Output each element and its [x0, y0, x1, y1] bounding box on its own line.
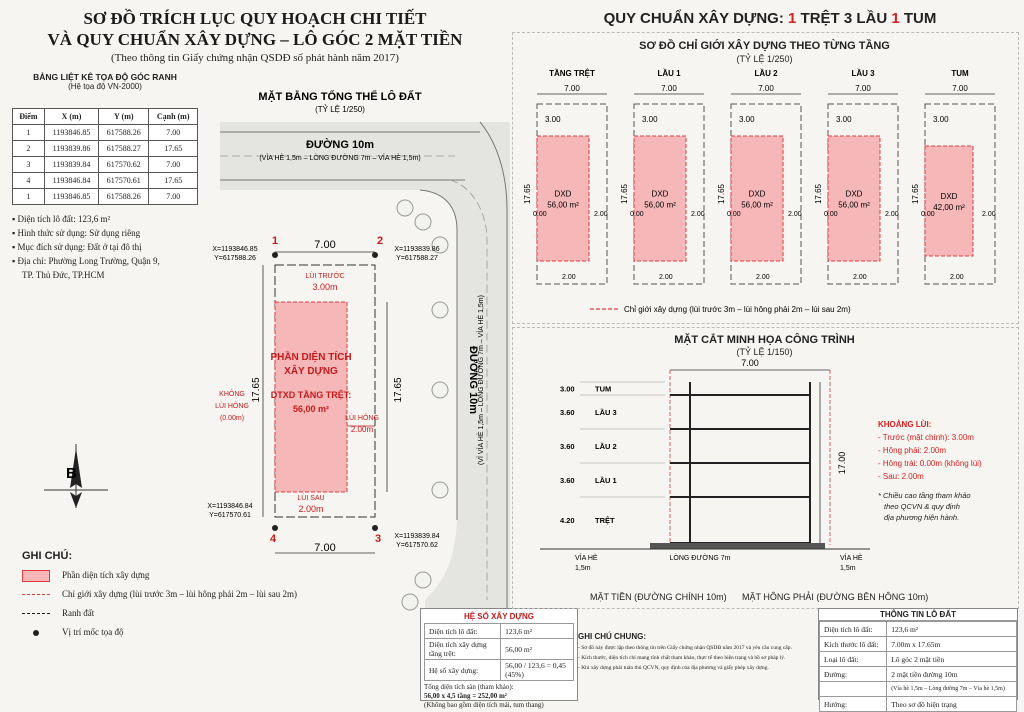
coord-header: X (m) [44, 109, 98, 125]
lot-info-list: ▪ Diện tích lô đất: 123,6 m² ▪ Hình thức sử dụng: Sử dụng riêng ▪ Mục đích sử dụng: Đất ở tại đô thị ▪ Địa chỉ: Phường Long Trường, Quận 9, TP. Thủ Đức, TP.HCM [12, 214, 160, 280]
coord-3-y: Y=617570.62 [396, 542, 438, 549]
no-setback-2: LÙI HÔNG [215, 403, 249, 410]
lot-area: Diện tích lô đất: 123,6 m² [17, 214, 111, 224]
coord-table-title: BẢNG LIỆT KÊ TỌA ĐỘ GÓC RANH [33, 72, 177, 82]
legend-setback-line [22, 594, 50, 595]
lot-address-2: TP. Thủ Đức, TP.HCM [22, 270, 105, 280]
legend [22, 550, 297, 642]
main-title-line2: VÀ QUY CHUẨN XÂY DỰNG – LÔ GÓC 2 MẶT TIỀN [47, 30, 463, 49]
level-name: TRỆT [595, 516, 615, 525]
depth-left: 17.65 [251, 377, 262, 403]
floor-label: DXD [651, 189, 669, 199]
legend-fill-swatch [22, 570, 50, 582]
lot-address: Địa chỉ: Phường Long Trường, Quận 9, [17, 256, 160, 266]
floor-name: LẦU 2 [754, 69, 778, 78]
floor-name: LẦU 1 [657, 69, 681, 78]
floor-area: 56,00 m² [838, 200, 870, 210]
floor-left-setback: 0.00 [824, 211, 838, 218]
coord-1-x: X=1193846.85 [212, 246, 258, 253]
coord-table-subtitle: (Hệ tọa độ VN-2000) [68, 82, 142, 91]
legend-item: Vị trí mốc tọa độ [62, 627, 124, 637]
lot-table: THÔNG TIN LÔ ĐẤT Diện tích lô đất: 123,6 m² Kích thước lô đất: 7.00m x 17.65m Loại lô đất: Lô góc 2 mặt tiền Đường: 2 mặt tiền đường 10m (Vỉa hè 1,5m – Lòng đường 7m – Vỉa hè 1,5m) Hướng: Theo sơ đồ hiện trạng [818, 608, 1018, 700]
build-area-dtxd: DTXD TẦNG TRỆT: [270, 390, 352, 400]
build-area-title-2: XÂY DỰNG [284, 366, 338, 377]
floors-title: SƠ ĐỒ CHỈ GIỚI XÂY DỰNG THEO TỪNG TẦNG [639, 40, 890, 52]
build-area-value: 56,00 m² [292, 404, 330, 414]
floor-depth: 17.65 [911, 183, 920, 205]
floor-right-setback: 2.00 [594, 211, 608, 218]
height-note: * Chiều cao tầng tham khảo theo QCVN & quy định địa phương hiện hành. [878, 491, 971, 522]
no-setback-1: KHÔNG [219, 391, 245, 398]
floor-name: TUM [951, 69, 969, 78]
point-3: 3 [374, 533, 382, 545]
width-bottom: 7.00 [314, 542, 336, 554]
floor-depth: 17.65 [717, 183, 726, 205]
legend-item: Phần diện tích xây dựng [62, 570, 150, 580]
floor-label: DXD [554, 189, 572, 199]
floor-label: DXD [748, 189, 766, 199]
coord-header: Điểm [13, 109, 45, 125]
floor-name: TẦNG TRỆT [549, 69, 595, 78]
coord-1-y: Y=617588.26 [214, 255, 256, 262]
table-row: 1 1193846.85 617588.26 7.00 [13, 189, 198, 205]
floor-left-setback: 0.00 [630, 211, 644, 218]
section-side-label: MẶT HÔNG PHẢI (ĐƯỜNG BÊN HÔNG 10m) [742, 592, 929, 602]
ratio-box: HỆ SỐ XÂY DỰNG Diện tích lô đất: 123,6 m² Diện tích xây dựng tầng trệt: 56,00 m² Hệ số xây dựng: 56,00 / 123,6 = 0,45 (45%) Tổng diện tích sàn (tham khảo): 56,00 x 4,5 tầng = 252,00 m² (Không bao gồm diện tích mái, tum thang) [420, 608, 578, 701]
point-1: 1 [271, 235, 279, 247]
point-2: 2 [376, 235, 384, 247]
table-row: 1 1193846.85 617588.26 7.00 [13, 125, 198, 141]
depth-right: 17.65 [393, 377, 404, 403]
section-front-label: MẶT TIỀN (ĐƯỜNG CHÍNH 10m) [590, 592, 727, 602]
floor-right-setback: 2.00 [691, 211, 705, 218]
coord-header: Cạnh (m) [149, 109, 198, 125]
floor-build-area [634, 136, 686, 261]
table-row: 3 1193839.84 617570.62 7.00 [13, 157, 198, 173]
road-right-label: ĐƯỜNG 10m [467, 345, 479, 415]
section-height: 17.00 [837, 451, 847, 475]
level-name: TUM [595, 384, 612, 394]
table-row: 2 1193839.86 617588.27 17.65 [13, 141, 198, 157]
legend-boundary-line [22, 613, 50, 614]
floor-build-area [828, 136, 880, 261]
road-right-sublabel: (VỈ VỈA HÈ 1,5m – LÒNG ĐƯỜNG 7m – VỈA HÈ 1,5m) [478, 295, 485, 465]
floor-front-setback: 3.00 [933, 115, 949, 124]
floor-build-area [731, 136, 783, 261]
floor-left-setback: 0.00 [921, 211, 935, 218]
floor-width: 7.00 [855, 84, 871, 93]
setback-notes: KHOẢNG LÙI: - Trước (mặt chính): 3.00m - Hông phải: 2.00m - Hông trái: 0.00m (không lùi) - Sau: 2.00m [878, 420, 982, 481]
floor-build-area [925, 146, 973, 256]
width-top: 7.00 [314, 239, 336, 251]
floor-width: 7.00 [952, 84, 968, 93]
floor-width: 7.00 [758, 84, 774, 93]
road-top-sublabel: (VỈA HÈ 1,5m – LÒNG ĐƯỜNG 7m – VỈA HÈ 1,5m) [259, 155, 421, 162]
site-plan-scale: (TỶ LỆ 1/250) [315, 105, 365, 114]
sidewalk-right-w: 1,5m [840, 565, 856, 572]
floor-right-setback: 2.00 [885, 211, 899, 218]
floor-right-setback: 2.00 [788, 211, 802, 218]
setback-back-value: 2.00m [298, 504, 324, 514]
floor-depth: 17.65 [523, 183, 532, 205]
level-name: LẦU 3 [595, 408, 617, 417]
floor-width: 7.00 [661, 84, 677, 93]
section-scale: (TỶ LỆ 1/150) [736, 347, 793, 357]
floor-right-setback: 2.00 [982, 211, 996, 218]
road-top-label: ĐƯỜNG 10m [305, 139, 375, 151]
site-plan [195, 80, 515, 620]
section-title: MẶT CẮT MINH HỌA CÔNG TRÌNH [674, 334, 855, 346]
section-diagram [540, 355, 870, 605]
floor-label: DXD [940, 192, 958, 201]
sidewalk-right: VỈA HÈ [840, 555, 863, 562]
floors-legend: Chỉ giới xây dựng (lùi trước 3m – lùi hông phải 2m – lùi sau 2m) [624, 305, 851, 314]
lot-purpose: Mục đích sử dụng: Đất ở tại đô thị [17, 242, 142, 252]
floor-area: 42,00 m² [933, 203, 965, 212]
ratio-total-1: Tổng diện tích sàn (tham khảo): [424, 683, 514, 691]
legend-item: Ranh đất [62, 608, 95, 618]
floor-area: 56,00 m² [644, 200, 676, 210]
legend-title: GHI CHÚ: [22, 550, 73, 562]
floor-left-setback: 0.00 [727, 211, 741, 218]
floor-back-setback: 2.00 [756, 274, 770, 281]
level-name: LẦU 1 [595, 476, 617, 485]
sidewalk-left: VỈA HÈ [575, 555, 598, 562]
floor-label: DXD [845, 189, 863, 199]
right-title: QUY CHUẨN XÂY DỰNG: 1 TRỆT 3 LẦU 1 TUM [603, 10, 937, 27]
setback-side-label: LÙI HÔNG [345, 415, 379, 422]
table-row: 4 1193846.84 617570.61 17.65 [13, 173, 198, 189]
floor-depth: 17.65 [620, 183, 629, 205]
floor-front-setback: 3.00 [642, 115, 658, 124]
coord-4-y: Y=617570.61 [209, 512, 251, 519]
ratio-title: HỆ SỐ XÂY DỰNG [463, 612, 535, 621]
sidewalk-left-w: 1,5m [575, 565, 591, 572]
level-height: 3.60 [560, 442, 575, 451]
setback-front-value: 3.00m [312, 282, 338, 292]
general-notes: GHI CHÚ CHUNG: - Sơ đồ này được lập theo thông tin trên Giấy chứng nhận QSDĐ năm 2017 và yêu cầu cung cấp. - Kích thước, diện tích chỉ mang tính chất tham khảo, thực tế theo hiện trạng và hồ sơ pháp lý. - Khi xây dựng phải tuân thủ QCVN, quy định của địa phương và giấy phép xây dựng. [578, 632, 792, 671]
lot-use: Hình thức sử dụng: Sử dụng riêng [17, 228, 141, 238]
ratio-total-3: (Không bao gồm diện tích mái, tum thang) [424, 701, 544, 709]
section-width: 7.00 [741, 358, 759, 368]
floor-area: 56,00 m² [547, 200, 579, 210]
coord-4-x: X=1193846.84 [207, 503, 253, 510]
coord-2-y: Y=617588.27 [396, 255, 438, 262]
level-height: 3.60 [560, 408, 575, 417]
floors-scale: (TỶ LỆ 1/250) [736, 54, 793, 64]
point-4: 4 [269, 533, 277, 545]
floor-front-setback: 3.00 [739, 115, 755, 124]
floor-back-setback: 2.00 [562, 274, 576, 281]
floor-front-setback: 3.00 [836, 115, 852, 124]
road-width: LÒNG ĐƯỜNG 7m [669, 555, 731, 562]
level-height: 3.60 [560, 476, 575, 485]
main-title-line1: SƠ ĐỒ TRÍCH LỤC QUY HOẠCH CHI TIẾT [83, 9, 427, 28]
level-height: 3.00 [560, 384, 575, 394]
setback-side-value: 2.00m [350, 425, 374, 434]
level-height: 4.20 [560, 516, 575, 525]
north-label: B [66, 465, 77, 482]
setback-front-label: LÙI TRƯỚC [305, 273, 345, 280]
setback-back-label: LÙI SAU [297, 495, 325, 502]
coord-header: Y (m) [99, 109, 149, 125]
north-arrow-icon [40, 440, 112, 512]
site-plan-title: MẶT BẰNG TỔNG THỂ LÔ ĐẤT [258, 91, 422, 103]
coord-table [12, 108, 198, 205]
floor-name: LẦU 3 [851, 69, 875, 78]
floor-depth: 17.65 [814, 183, 823, 205]
coord-3-x: X=1193839.84 [394, 533, 440, 540]
ratio-total-2: 56,00 x 4,5 tầng = 252,00 m² [424, 692, 507, 700]
floor-back-setback: 2.00 [659, 274, 673, 281]
ground-slab [650, 543, 825, 549]
floor-area: 56,00 m² [741, 200, 773, 210]
floor-left-setback: 0.00 [533, 211, 547, 218]
build-area-title-1: PHẦN DIỆN TÍCH [270, 352, 352, 363]
floor-front-setback: 3.00 [545, 115, 561, 124]
level-name: LẦU 2 [595, 442, 617, 451]
main-subtitle: (Theo thông tin Giấy chứng nhận QSDĐ số phát hành năm 2017) [111, 52, 399, 64]
legend-item: Chỉ giới xây dựng (lùi trước 3m – lùi hông phải 2m – lùi sau 2m) [62, 589, 298, 599]
floor-back-setback: 2.00 [950, 274, 964, 281]
coord-2-x: X=1193839.86 [394, 246, 440, 253]
floor-build-area [537, 136, 589, 261]
legend-dot-icon [33, 630, 39, 636]
no-setback-3: (0.00m) [219, 415, 245, 422]
floor-width: 7.00 [564, 84, 580, 93]
floor-back-setback: 2.00 [853, 274, 867, 281]
floors-diagram [512, 64, 1017, 324]
